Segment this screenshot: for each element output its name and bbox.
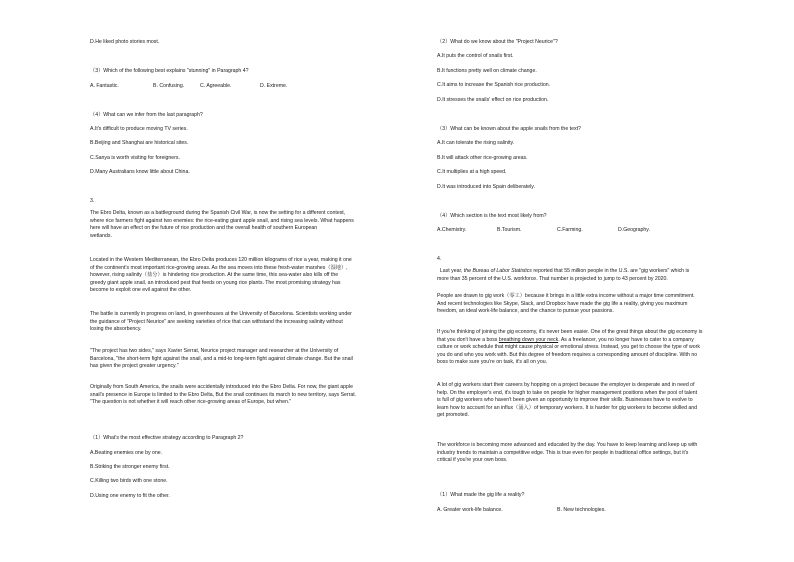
q3-stem: （3）Which of the following best explains "stunning" in Paragraph 4? (90, 68, 249, 74)
q1-option-a[interactable]: A.Beating enemies one by one. (90, 450, 163, 456)
q4-option-d[interactable]: D.Many Australians know little about China. (90, 169, 190, 175)
q4-option-b[interactable]: B.Tourism. (497, 227, 522, 233)
passage-line: wetlands. (90, 232, 112, 239)
q2-option-c[interactable]: C.It aims to increase the Spanish rice production. (437, 82, 551, 88)
article-text: reported that 55 million people in the U.S. are "gig workers" which is (531, 268, 690, 274)
passage-line: snail's presence in Europe is limited to the Ebro Delta, But the snail continues its march to new territory, says Serrat. (90, 391, 357, 398)
passage-line: of the continent's most important rice-growing areas. As the sea moves into these fresh-water marshes（湿地）, (90, 264, 348, 271)
article-line: industry trends to maintain a competitive edge. This is true even for people in traditional office settings, but it's (437, 449, 689, 456)
passage-line: however, rising salinity（盐分）is hindering rice production. At the same time, this sea-water also kills off the (90, 272, 339, 279)
article-line: freedom, an ideal work-life balance, and the chance to pursue your passions. (437, 308, 614, 315)
article-line: you do and who you work with. But this degree of freedom requires a corresponding amount of discipline. With no (437, 351, 698, 358)
article-paragraph (437, 268, 689, 283)
q3-stem: （3）What can be known about the apple snails from the text? (437, 126, 581, 132)
q3-option-a[interactable]: A. Fantastic. (90, 83, 119, 89)
passage-line: Originally from South America, the snails were accidentally introduced into the Ebro Delta. For now, the giant apple (90, 384, 353, 390)
article-line: And recent technologies like Skype, Slack, and Dropbox have made the gig life a reality, giving you maximum (437, 300, 688, 307)
q1-option-b[interactable]: B.Striking the stronger enemy first. (90, 464, 170, 470)
q4-stem: （4）What can we infer from the last paragraph? (90, 112, 203, 118)
passage-line: greedy giant apple snail, an introduced pest that feeds on young rice plants. The most promising strategy has (90, 279, 341, 286)
article-line (437, 268, 689, 276)
article-paragraph (437, 442, 697, 465)
article-line: People are drawn to gig work（零工）because it brings in a little extra income without a major time commitment. (437, 293, 695, 299)
article-text: . As a freelancer, you no longer have to cater to a company (558, 336, 694, 343)
passage-paragraph (90, 384, 356, 407)
q4-option-b[interactable]: B.Beijing and Shanghai are historical sites. (90, 140, 189, 146)
underlined-phrase: breathing down your neck (498, 336, 559, 343)
article-text: Last year, (439, 268, 464, 274)
passage-line: Barcelona, "the short-term fight against the snail, and a mid-to long-term fight against climate change. But the snail (90, 355, 353, 362)
q3-option-d[interactable]: D.It was introduced into Spain deliberately. (437, 184, 535, 190)
q3-option-b[interactable]: B. Confusing. (153, 83, 185, 89)
q2-option-a[interactable]: A.It puts the control of snails first. (437, 53, 514, 59)
q4-option-c[interactable]: C.Farming. (557, 227, 583, 233)
q3-option-c[interactable]: C.It multiplies at a high speed. (437, 169, 507, 175)
q1-option-c[interactable]: C.Killing two birds with one stone. (90, 478, 168, 484)
article-paragraph (437, 382, 697, 420)
article-line: is full of gig workers who haven't been given an opportunity to improve their skills. Businesses have to evolve to (437, 397, 693, 404)
passage-line: The battle is currently in progress on land, in greenhouses at the University of Barcelona. Scientists working under (90, 311, 352, 317)
article-line: culture or work schedule that might cause physical or emotional stress. Instead, you get to choose the type of work (437, 344, 700, 351)
q2-option-b[interactable]: B.It functions pretty well on climate change. (437, 68, 537, 74)
article-text: that you don't have a boss (437, 336, 499, 343)
article-line: If you're thinking of joining the gig economy, it's never been easier. One of the great things about the gig economy is (437, 329, 703, 335)
q3-option-b[interactable]: B.It will attack other rice-growing areas. (437, 155, 528, 161)
passage-line: become to exploit one evil against the other. (90, 287, 192, 294)
passage-line: "The question is not whether it will reach other rice-growing areas of Europe, but when." (90, 399, 292, 406)
passage-paragraph (90, 348, 353, 371)
q3-option-c[interactable]: C. Agreeable. (200, 83, 232, 89)
article-line: The workforce is becoming more advanced and educated by the day. You have to keep learning and keep up with (437, 442, 698, 448)
passage-line: has given the project greater urgency." (90, 363, 179, 370)
section-number: 3. (90, 198, 95, 204)
passage-line: Located in the Western Mediterranean, the Ebro Delta produces 120 million kilograms of rice a year, making it one (90, 257, 352, 263)
bureau-name: the Bureau of Labor Statistics (463, 268, 532, 274)
article-line: boss to make sure you're on task, it's all on you. (437, 359, 548, 366)
article-line (437, 337, 702, 345)
q1-stem: （1）What's the most effective strategy according to Paragraph 2? (90, 435, 244, 441)
q1-option-d[interactable]: D.Using one enemy to fit the other. (90, 493, 170, 499)
passage-line: The Ebro Delta, known as a battleground during the Spanish Civil War, is now the setting for a different contest, (90, 210, 346, 216)
article-line: more than 35 percent of the U.S. workforce. That number is projected to jump to 43 percent by 2020. (437, 275, 668, 282)
q2-stem: （2）What do we know about the "Project Neurice"? (437, 39, 558, 45)
article-line: A lot of gig workers start their careers by hopping on a project because the employer is desperate and in need of (437, 382, 695, 388)
q4-stem: （4）Which section is the text most likely from? (437, 213, 547, 219)
passage-line: here will have an effect on the future of rice production and the overall health of southern European (90, 225, 318, 232)
q4-options (437, 227, 650, 233)
article-paragraph (437, 293, 695, 316)
section-number: 4. (437, 256, 442, 262)
q1-option-b[interactable]: B. New technologies. (557, 507, 606, 513)
article-line: get promoted. (437, 412, 470, 419)
q4-option-c[interactable]: C.Sanya is worth visiting for foreigners. (90, 155, 180, 161)
q1-options (437, 507, 606, 513)
q1-stem: （1）What made the gig life a reality? (437, 492, 525, 498)
passage-line: "The project has two sides," says Xavier Serrat, Neurice project manager and researcher at the University of (90, 348, 339, 354)
q3-option-d[interactable]: D. Extreme. (260, 83, 288, 89)
passage-line: the guidance of "Project Neurice" are seeking varieties of rice that can withstand the increasing salinity without (90, 318, 343, 325)
q3-options (90, 83, 287, 89)
article-paragraph (437, 329, 702, 367)
q4-option-d[interactable]: D.Geography. (618, 227, 650, 233)
q1-option-a[interactable]: A. Greater work-life balance. (437, 507, 503, 513)
q2-option-d[interactable]: D.It stresses the snails' effect on rice production. (437, 97, 549, 103)
passage-line: where rice farmers fight against two enemies: the rice-eating giant apple snail, and rising sea levels. What happens (90, 217, 354, 224)
passage-paragraph (90, 311, 352, 334)
article-line: critical if you're your own boss. (437, 457, 508, 464)
article-line: learn how to account for an influx（涌入）of temporary workers. It is harder for gig workers to become skilled and (437, 404, 698, 411)
q4-option-a[interactable]: A.It's difficult to produce moving TV series. (90, 126, 188, 132)
q3-option-a[interactable]: A.It can tolerate the rising salinity. (437, 140, 515, 146)
passage-line: losing the absorbency. (90, 326, 142, 333)
passage-paragraph (90, 210, 354, 240)
passage-paragraph (90, 257, 352, 295)
q1-option-d[interactable]: D.He liked photo stories most. (90, 39, 160, 45)
q4-option-a[interactable]: A.Chemistry. (437, 227, 467, 233)
article-line: help. On the employer's end, it's tough to take on people for higher management positions when the pool of talent (437, 389, 698, 396)
